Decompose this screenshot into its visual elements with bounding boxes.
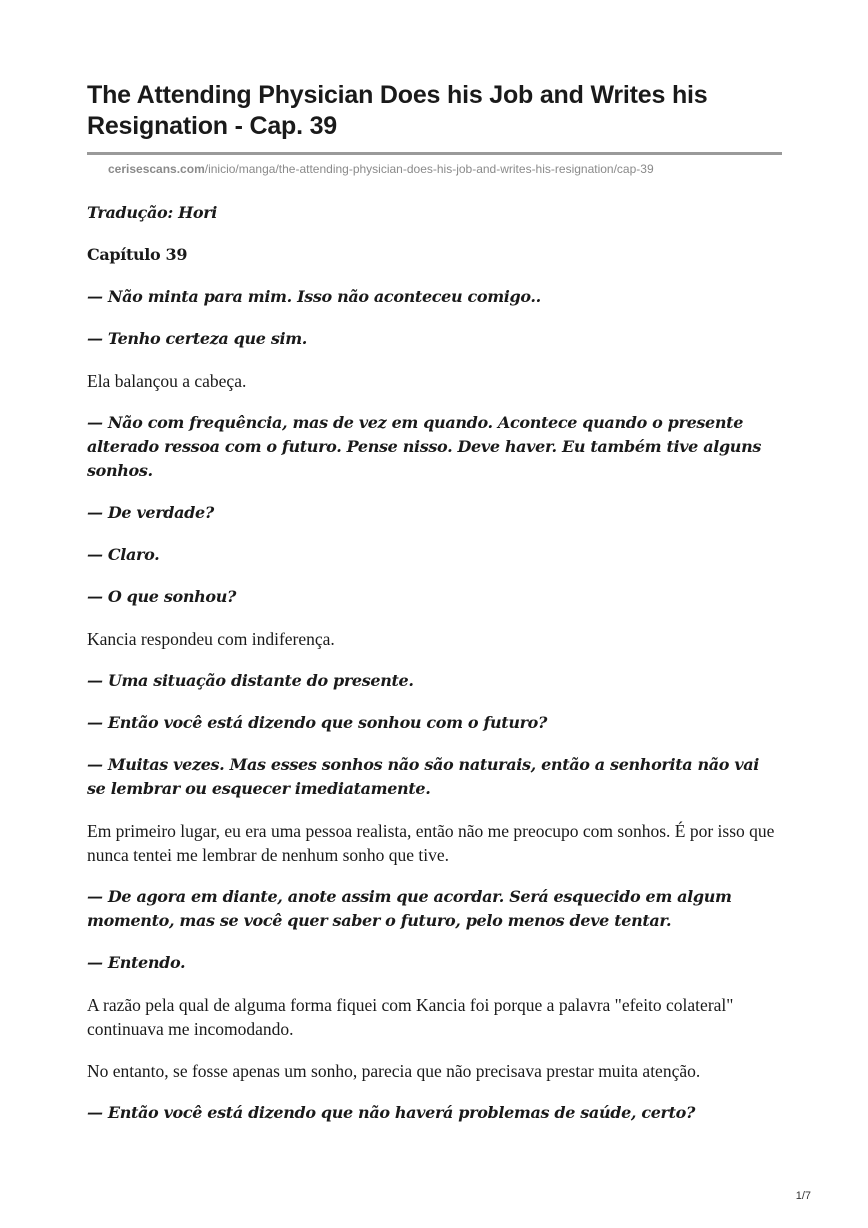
paragraph: — Claro. (87, 545, 160, 564)
paragraph: Tradução: Hori (87, 203, 218, 222)
source-domain[interactable]: cerisescans.com (108, 162, 205, 176)
paragraph: — Entendo. (87, 953, 186, 972)
paragraph: — Então você está dizendo que não haverá problemas de saúde, certo? (87, 1103, 696, 1122)
chapter-body (87, 201, 782, 1125)
paragraph: Em primeiro lugar, eu era uma pessoa realista, então não me preocupo com sonhos. É por isso que nunca tentei me lembrar de nenhum sonho que tive. (87, 821, 775, 865)
title-divider (87, 152, 782, 155)
paragraph: No entanto, se fosse apenas um sonho, parecia que não precisava prestar muita atenção. (87, 1061, 701, 1081)
paragraph: Ela balançou a cabeça. (87, 371, 247, 391)
paragraph: — O que sonhou? (87, 587, 237, 606)
document-page (87, 80, 782, 1143)
paragraph: Capítulo 39 (87, 245, 188, 264)
paragraph: A razão pela qual de alguma forma fiquei com Kancia foi porque a palavra "efeito colateral" continuava me incomodando. (87, 995, 734, 1039)
paragraph: — Então você está dizendo que sonhou com o futuro? (87, 713, 548, 732)
paragraph: — Muitas vezes. Mas esses sonhos não são naturais, então a senhorita não vai se lembrar ou esquecer imediatamente. (87, 755, 760, 798)
source-url[interactable] (108, 162, 782, 176)
paragraph: — Não minta para mim. Isso não aconteceu comigo.. (87, 287, 541, 306)
page-number: 1/7 (795, 1190, 811, 1202)
page-title: The Attending Physician Does his Job and Writes his Resignation - Cap. 39 (87, 81, 708, 140)
paragraph: — De agora em diante, anote assim que acordar. Será esquecido em algum momento, mas se você quer saber o futuro, pelo menos deve tentar. (87, 887, 732, 930)
paragraph: — De verdade? (87, 503, 214, 522)
paragraph: — Tenho certeza que sim. (87, 329, 308, 348)
paragraph: Kancia respondeu com indiferença. (87, 629, 335, 649)
paragraph: — Não com frequência, mas de vez em quando. Acontece quando o presente alterado ressoa com o futuro. Pense nisso. Deve haver. Eu também tive alguns sonhos. (87, 413, 762, 480)
source-path[interactable]: /inicio/manga/the-attending-physician-does-his-job-and-writes-his-resignation/cap-39 (204, 162, 654, 176)
paragraph: — Uma situação distante do presente. (87, 671, 414, 690)
